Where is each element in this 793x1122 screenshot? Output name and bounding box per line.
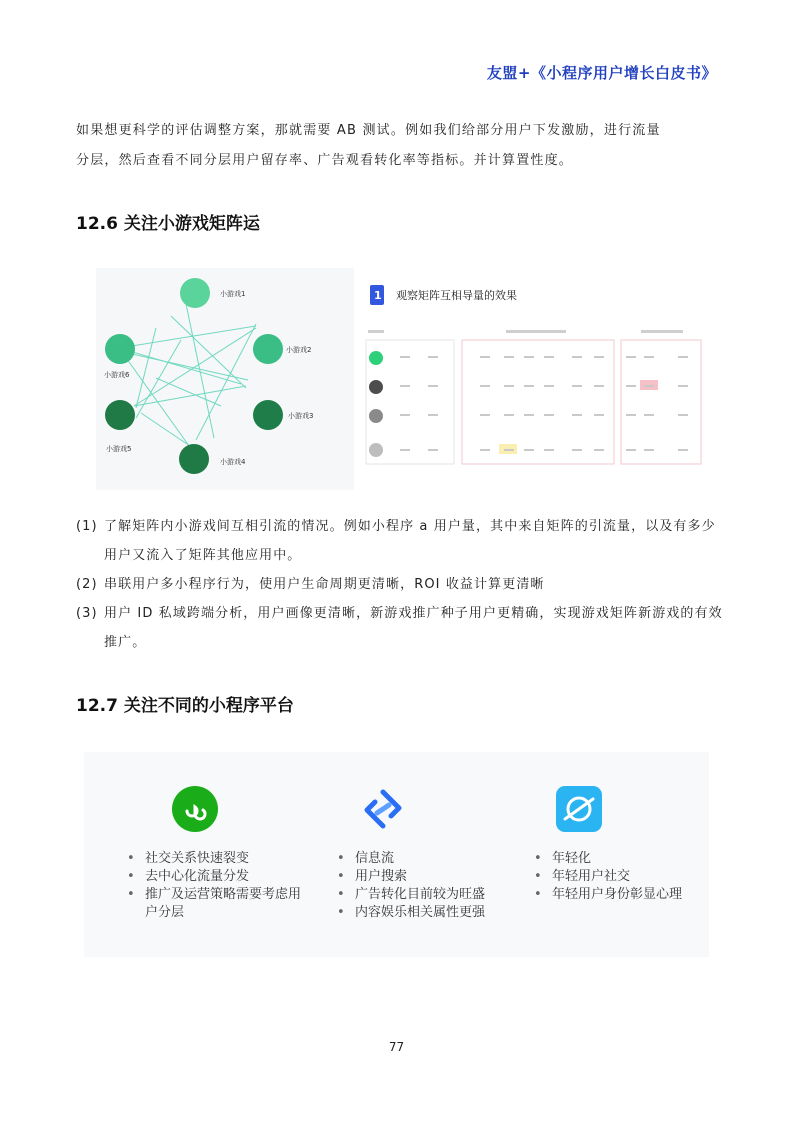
list-item [76,512,726,570]
list-item-text: 用户 ID 私域跨端分析，用户画像更清晰，新游戏推广种子用户更精确，实现游戏矩阵新游戏的有效推广。 [104,606,723,650]
list-item-number: (2) [76,577,98,592]
planet-icon [556,786,602,832]
list-item-number: (1) [76,519,98,534]
douyin-miniprogram-icon [360,786,406,832]
header-title: 友盟+《小程序用户增长白皮书》 [486,64,717,82]
list-item: • 年轻用户身份彰显心理 [531,886,682,904]
platforms-panel [84,752,709,957]
list-item: • 广告转化目前较为旺盛 [334,886,485,904]
panel-badge-number: 1 [374,289,382,302]
intro-line-1: 如果想更科学的评估调整方案，那就需要 AB 测试。例如我们给部分用户下发激励，进行流量 [76,123,661,138]
matrix-figure-svg [96,268,706,490]
node-game-1 [180,278,210,308]
platform-list-wechat [124,850,305,922]
wechat-miniprogram-icon [172,786,218,832]
platform-list-douyin [334,850,485,922]
matrix-figure [96,268,706,490]
node-game-3 [253,400,283,430]
platform-column-douyin [334,752,534,957]
page-number: 77 [388,1040,405,1054]
panel-title: 观察矩阵互相导量的效果 [396,289,517,302]
node-game-6 [105,334,135,364]
node-label-3: 小游戏3 [288,412,314,420]
list-item: • 年轻化 [531,850,682,868]
list-item: • 年轻用户社交 [531,868,682,886]
list-item: • 信息流 [334,850,485,868]
list-item: • 推广及运营策略需要考虑用户分层 [124,886,305,922]
list-item: • 内容娱乐相关属性更强 [334,904,485,922]
list-item-text: 了解矩阵内小游戏间互相引流的情况。例如小程序 a 用户量，其中来自矩阵的引流量，以及有多少用户又流入了矩阵其他应用中。 [104,519,716,563]
node-game-2 [253,334,283,364]
section-title-12-6: 12.6 关注小游戏矩阵运 [76,214,260,234]
section-title-12-7: 12.7 关注不同的小程序平台 [76,696,294,716]
node-label-6: 小游戏6 [104,371,130,379]
node-label-4: 小游戏4 [220,458,246,466]
platform-column-wechat [124,752,324,957]
list-item: • 去中心化流量分发 [124,868,305,886]
node-label-1: 小游戏1 [220,290,246,298]
feature-list [76,512,726,657]
intro-line-2: 分层，然后查看不同分层用户留存率、广告观看转化率等指标。并计算置性度。 [76,153,574,168]
intro-paragraph [76,116,720,176]
list-item-number: (3) [76,606,98,621]
list-item: • 社交关系快速裂变 [124,850,305,868]
list-item-text: 串联用户多小程序行为，使用户生命周期更清晰，ROI 收益计算更清晰 [104,577,545,592]
list-item [76,599,726,657]
platform-list-planet [531,850,682,904]
node-label-2: 小游戏2 [286,346,312,354]
platform-column-planet [531,752,731,957]
list-item [76,570,726,599]
node-game-4 [179,444,209,474]
network-edges [119,304,256,450]
node-game-5 [105,400,135,430]
list-item: • 用户搜索 [334,868,485,886]
node-label-5: 小游戏5 [106,445,132,453]
